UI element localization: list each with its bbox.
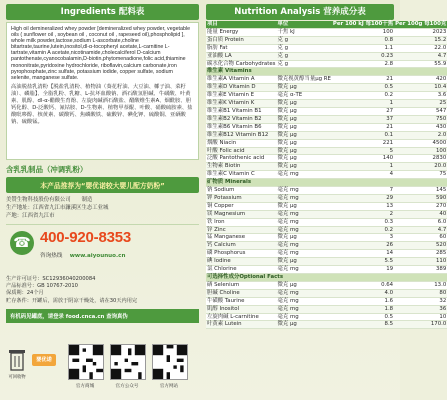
value-per-100g: 4500 bbox=[394, 139, 447, 147]
value-per-100kj: 2 bbox=[332, 210, 394, 218]
value-per-100g: 4.7 bbox=[394, 226, 447, 234]
nutrition-title: Nutrition Analysis 营养成分表 bbox=[206, 4, 394, 20]
nutrient-unit: 微克 μg bbox=[276, 139, 331, 147]
nutrient-name: 铁 Iron bbox=[206, 218, 276, 226]
nutrition-section-row bbox=[206, 274, 447, 282]
table-row bbox=[206, 218, 447, 226]
nutrient-unit: 微克 μg bbox=[276, 123, 331, 131]
nutrient-unit: 微克 μg bbox=[276, 155, 331, 163]
nutrient-name: 维生素B2 Vitamin B2 bbox=[206, 115, 276, 123]
value-per-100kj: 5 bbox=[332, 147, 394, 155]
nutrient-name: 硒 Selenium bbox=[206, 281, 276, 289]
nutrient-unit: 毫克 mg bbox=[276, 210, 331, 218]
value-per-100g: 270 bbox=[394, 202, 447, 210]
value-per-100g: 22.0 bbox=[394, 44, 447, 52]
value-per-100kj: 0.64 bbox=[332, 281, 394, 289]
value-per-100g: 547 bbox=[394, 107, 447, 115]
value-per-100g: 110 bbox=[394, 258, 447, 266]
header-unit: 单位 bbox=[276, 21, 331, 28]
nutrient-name: 维生素D Vitamin D bbox=[206, 84, 276, 92]
value-per-100kj: 1 bbox=[332, 100, 394, 108]
nutrient-name: 维生素B1 Vitamin B1 bbox=[206, 107, 276, 115]
nutrient-name: 维生素K Vitamin K bbox=[206, 100, 276, 108]
spec-line: 生产许可证号：SC12936040200084 bbox=[6, 276, 96, 282]
hotline-web-row bbox=[40, 251, 125, 259]
nutrient-unit: 微克视黄醇当量μg RE bbox=[277, 76, 331, 83]
nutrient-unit: 微克 μg bbox=[276, 107, 331, 115]
table-row bbox=[206, 202, 447, 210]
manufacturer-line: 生产地址：江西省九江市濂溪区生态工业城 bbox=[6, 205, 109, 211]
nutrient-name: 叶黄素 Lutein bbox=[206, 321, 276, 329]
value-per-100g: 40 bbox=[394, 210, 447, 218]
qr-label: 官方商城 bbox=[75, 384, 95, 389]
nutrient-unit: 微克 μg bbox=[276, 258, 331, 266]
value-per-100kj: 19 bbox=[332, 266, 394, 274]
table-row bbox=[206, 234, 447, 242]
nutrient-name: 钾 Potassium bbox=[206, 194, 276, 202]
value-per-100g: 145 bbox=[394, 187, 447, 195]
value-per-100kj: 27 bbox=[332, 107, 394, 115]
nutrient-name: 能量 Energy bbox=[206, 28, 276, 36]
value-per-100g: 10 bbox=[394, 313, 447, 321]
value-per-100kj: 4 bbox=[332, 171, 394, 179]
value-per-100kj: 5.5 bbox=[332, 258, 394, 266]
nutrient-unit: 毫克 mg bbox=[276, 242, 331, 250]
nutrient-name: 维生素C Vitamin C bbox=[206, 171, 276, 179]
nutrient-unit: 毫克 mg bbox=[276, 266, 331, 274]
table-row bbox=[206, 107, 447, 115]
value-per-100g: 10.4 bbox=[394, 84, 447, 92]
nutrient-unit: 微克 μg bbox=[276, 115, 331, 123]
qr-label: 官方网站 bbox=[159, 384, 179, 389]
value-per-100kj: 0.2 bbox=[332, 226, 394, 234]
value-per-100g: 520 bbox=[394, 242, 447, 250]
table-row bbox=[206, 258, 447, 266]
value-per-100kj: 4.0 bbox=[332, 289, 394, 297]
nutrition-header-row bbox=[206, 21, 447, 28]
nutrient-unit: 毫克 mg bbox=[276, 250, 331, 258]
product-specs bbox=[6, 276, 199, 305]
table-row bbox=[206, 28, 447, 36]
product-slogan: 本产品推荐为“婴优诺较大婴儿配方奶粉” bbox=[6, 177, 199, 193]
nutrient-name: 脂肪 Fat bbox=[206, 44, 276, 52]
nutrient-unit: 微克 μg bbox=[276, 202, 331, 210]
table-row bbox=[206, 92, 447, 100]
nutrient-name: 生物素 Biotin bbox=[206, 163, 276, 171]
nutrient-name: 磷 Phosphorus bbox=[206, 250, 276, 258]
nutrient-name: 泛酸 Pantothenic acid bbox=[206, 155, 276, 163]
value-per-100g: 80 bbox=[394, 289, 447, 297]
nutrient-unit: 毫克 mg bbox=[276, 313, 331, 321]
table-row bbox=[206, 155, 447, 163]
value-per-100kj: 0.5 bbox=[332, 84, 394, 92]
spec-line: 产品标准号：GB 10767-2010 bbox=[6, 283, 78, 290]
table-row bbox=[206, 76, 447, 84]
nutrition-section-row bbox=[206, 68, 447, 76]
table-row bbox=[206, 194, 447, 202]
ingredients-box bbox=[6, 22, 199, 160]
nutrition-table bbox=[206, 21, 447, 329]
value-per-100kj: 0.8 bbox=[332, 36, 394, 44]
nutrient-unit: 毫克 mg bbox=[276, 305, 331, 313]
manufacturer-line: 产地：江西省九江市 bbox=[6, 213, 55, 219]
nutrient-name: 肌醇 Inositol bbox=[206, 305, 276, 313]
nutrient-name: 维生素A Vitamin A bbox=[206, 76, 276, 84]
value-per-100g: 100 bbox=[394, 147, 447, 155]
spec-line: 贮存条件：开罐后，需放于阴凉干燥处，请在30天内用完 bbox=[6, 297, 138, 304]
nutrient-name: 钠 Sodium bbox=[206, 187, 276, 195]
value-per-100kj: 0.23 bbox=[332, 52, 394, 60]
nutrient-name: 锌 Zinc bbox=[206, 226, 276, 234]
table-row bbox=[206, 250, 447, 258]
nutrient-unit: 毫克 α-TE bbox=[276, 92, 331, 100]
nutrient-unit: 克 g bbox=[276, 36, 331, 44]
table-row bbox=[206, 100, 447, 108]
value-per-100g: 420 bbox=[394, 76, 447, 84]
table-row bbox=[206, 84, 447, 92]
table-row bbox=[206, 289, 447, 297]
value-per-100g: 285 bbox=[394, 250, 447, 258]
value-per-100g: 20.0 bbox=[394, 163, 447, 171]
website-link[interactable]: www.aiyounuo.cn bbox=[69, 253, 126, 259]
hotline-label: 咨询热线 bbox=[40, 253, 63, 259]
value-per-100kj: 29 bbox=[332, 194, 394, 202]
value-per-100g: 2.0 bbox=[394, 131, 447, 139]
nutrient-unit: 毫克 mg bbox=[276, 218, 331, 226]
section-label: 维生素 Vitamins bbox=[206, 68, 447, 76]
nutrient-name: 铜 Copper bbox=[206, 202, 276, 210]
nutrient-unit: 千焦 kJ bbox=[276, 28, 331, 36]
value-per-100kj: 1.1 bbox=[332, 44, 394, 52]
value-per-100g: 4.7 bbox=[394, 52, 447, 60]
spec-line: 保质期：24个月 bbox=[6, 290, 44, 297]
ingredients-panel bbox=[6, 4, 199, 396]
nutrition-table-body bbox=[206, 28, 447, 328]
table-row bbox=[206, 242, 447, 250]
table-row bbox=[206, 321, 447, 329]
value-per-100g: 2023 bbox=[394, 28, 447, 36]
nutrient-name: 氯 Chlorine bbox=[206, 266, 276, 274]
nutrient-name: 锰 Manganese bbox=[206, 234, 276, 242]
value-per-100g: 32 bbox=[394, 297, 447, 305]
table-row bbox=[206, 36, 447, 44]
nutrient-unit: 克 g bbox=[276, 52, 331, 60]
hotline-section bbox=[6, 224, 199, 274]
phone-icon: ☎ bbox=[10, 231, 34, 255]
value-per-100g: 75 bbox=[394, 171, 447, 179]
value-per-100g: 36 bbox=[394, 305, 447, 313]
table-row bbox=[206, 123, 447, 131]
nutrient-unit: 毫克 mg bbox=[276, 194, 331, 202]
brand-logo: 婴优诺 bbox=[32, 354, 56, 366]
authenticity-notice: 有机码见罐底，请登录 food.cnca.cn 查询真伪 bbox=[6, 309, 199, 323]
nutrient-name: 蛋白质 Protein bbox=[206, 36, 276, 44]
nutrient-name: 镁 Magnesium bbox=[206, 210, 276, 218]
nutrient-name: 钙 Calcium bbox=[206, 242, 276, 250]
nutrition-panel bbox=[206, 4, 447, 396]
nutrient-name: 左旋肉碱 L-carnitine bbox=[206, 313, 276, 321]
table-row bbox=[206, 305, 447, 313]
value-per-100kj: 1.6 bbox=[332, 297, 394, 305]
table-row bbox=[206, 52, 447, 60]
value-per-100kj: 7 bbox=[332, 187, 394, 195]
nutrient-unit: 克 g bbox=[276, 44, 331, 52]
table-row bbox=[206, 139, 447, 147]
nutrient-unit: 微克 μg bbox=[276, 234, 331, 242]
nutrient-unit: 微克 μg bbox=[276, 321, 331, 329]
value-per-100kj: 0.3 bbox=[332, 218, 394, 226]
value-per-100g: 170.0 bbox=[394, 321, 447, 329]
value-per-100g: 750 bbox=[394, 115, 447, 123]
value-per-100kj: 0.1 bbox=[332, 131, 394, 139]
value-per-100kj: 2.8 bbox=[332, 60, 394, 68]
nutrient-unit: 微克 μg bbox=[276, 163, 331, 171]
product-name: 含乳乳制品（冲调乳粉） bbox=[6, 165, 88, 174]
nutrient-unit: 毫克 mg bbox=[276, 226, 331, 234]
ingredients-english: High oil demineralized whey powder [demineralized whey powder, vegetable oils ( sunflower oil , soybean oil , coconut oil , rapeseed oil),phospholipid ], whole milk powder,lactose,sodium L-ascorbate,choline bitartrate,taurine,lutein,inositol,dl-α-tocopheryl acetate,L-carnitine L-tartrate,vitamin A acetate,nicotinamide,cholecalciferol D-calcium pantothenate,cyanocobalamin,D-biotin,phytomenadione,folic acid,thiamine mononitrate,pyridoxine hydrochloride, riboflavin,calcium carbonate,iron pyrophosphate,zinc sulfate, potassium iodide, copper sulfate, sodium selenite, manganese sulfate. bbox=[11, 26, 191, 81]
value-per-100kj: 0.2 bbox=[332, 92, 394, 100]
qr-code-icon[interactable] bbox=[68, 344, 104, 380]
value-per-100kj: 100 bbox=[332, 28, 394, 36]
value-per-100kj: 1.8 bbox=[332, 305, 394, 313]
value-per-100kj: 14 bbox=[332, 250, 394, 258]
value-per-100kj: 1 bbox=[332, 163, 394, 171]
nutrient-name: 碳水化合物 Carbohydrates bbox=[207, 60, 276, 67]
value-per-100kj: 0.5 bbox=[332, 313, 394, 321]
table-row bbox=[206, 187, 447, 195]
value-per-100g: 55.9 bbox=[394, 60, 447, 68]
value-per-100g: 60 bbox=[394, 234, 447, 242]
value-per-100kj: 37 bbox=[332, 115, 394, 123]
nutrition-section-row bbox=[206, 179, 447, 187]
header-per-100g: Per 100g 每100克 bbox=[395, 21, 447, 27]
manufacturer-info bbox=[6, 196, 199, 220]
nutrient-unit: 毫克 mg bbox=[276, 297, 331, 305]
nutrient-name: 亚油酸 LA bbox=[206, 52, 276, 60]
table-row bbox=[206, 210, 447, 218]
value-per-100g: 389 bbox=[394, 266, 447, 274]
value-per-100g: 3.6 bbox=[394, 92, 447, 100]
nutrient-name: 叶酸 Folic acid bbox=[206, 147, 276, 155]
value-per-100kj: 21 bbox=[332, 123, 394, 131]
qr-code-icon[interactable] bbox=[110, 344, 146, 380]
manufacturer-line: 美赞生物科技股份有限公司 制造 bbox=[6, 197, 93, 203]
nutrient-name: 维生素B6 Vitamin B6 bbox=[206, 123, 276, 131]
table-row bbox=[206, 297, 447, 305]
value-per-100g: 13.0 bbox=[394, 281, 447, 289]
nutrient-unit: 微克 μg bbox=[276, 131, 331, 139]
table-row bbox=[206, 115, 447, 123]
table-row bbox=[206, 131, 447, 139]
value-per-100kj: 140 bbox=[332, 155, 394, 163]
value-per-100g: 590 bbox=[394, 194, 447, 202]
nutrient-unit: 微克 μg bbox=[276, 147, 331, 155]
nutrient-name: 维生素E Vitamin E bbox=[206, 92, 276, 100]
table-row bbox=[206, 313, 447, 321]
value-per-100kj: 3 bbox=[332, 234, 394, 242]
table-row bbox=[206, 147, 447, 155]
qr-label: 官方公众号 bbox=[115, 384, 139, 389]
table-row bbox=[206, 281, 447, 289]
table-row bbox=[206, 163, 447, 171]
value-per-100kj: 13 bbox=[332, 202, 394, 210]
value-per-100g: 2830 bbox=[394, 155, 447, 163]
value-per-100g: 430 bbox=[394, 123, 447, 131]
nutrient-unit: 毫克 mg bbox=[276, 289, 331, 297]
qr-code-icon[interactable] bbox=[152, 344, 188, 380]
ingredients-chinese: 高油脱盐乳清粉【脱盐乳清粉、植物油（葵花籽油、大豆油、椰子油、菜籽油）、磷脂】、全脂乳粉、乳糖、L-抗坏血酸钠、酒石酸氢胆碱、牛磺酸、叶黄素、肌醇、dl-α-醋酸生育酚、左旋肉碱酒石酸盐、醋酸维生素A、烟酰胺、胆钙化醇、D-泛酸钙、氰钴胺、D-生物素、植物甲萘醌、叶酸、硝酸硫胺素、盐酸吡哆醇、核黄素、碳酸钙、焦磷酸铁、硫酸锌、碘化钾、硫酸铜、亚硒酸钠、硫酸锰。 bbox=[11, 83, 193, 125]
nutrient-name: 维生素B12 Vitamin B12 bbox=[206, 131, 276, 139]
table-row bbox=[206, 44, 447, 52]
table-row bbox=[206, 60, 447, 68]
table-row bbox=[206, 171, 447, 179]
nutrient-unit: 微克 μg bbox=[276, 100, 331, 108]
value-per-100g: 15.2 bbox=[394, 36, 447, 44]
nutrient-name: 牛磺酸 Taurine bbox=[206, 297, 276, 305]
hotline-number[interactable]: 400-920-8353 bbox=[40, 229, 132, 246]
nutrient-name: 烟酸 Niacin bbox=[206, 139, 276, 147]
nutrient-unit: 毫克 mg bbox=[276, 187, 331, 195]
value-per-100kj: 26 bbox=[332, 242, 394, 250]
value-per-100kj: 221 bbox=[332, 139, 394, 147]
section-label: 矿物质 Minerals bbox=[206, 179, 447, 187]
value-per-100g: 25 bbox=[394, 100, 447, 108]
value-per-100g: 6.0 bbox=[394, 218, 447, 226]
header-item: 项目 bbox=[206, 21, 276, 28]
recycle-bin-icon bbox=[8, 348, 26, 372]
nutrient-unit: 微克 μg bbox=[276, 281, 331, 289]
nutrient-name: 碘 Iodine bbox=[206, 258, 276, 266]
nutrient-unit: 克 g bbox=[276, 60, 331, 68]
value-per-100kj: 21 bbox=[332, 76, 394, 84]
nutrient-name: 胆碱 Choline bbox=[206, 289, 276, 297]
table-row bbox=[206, 266, 447, 274]
table-row bbox=[206, 226, 447, 234]
value-per-100kj: 8.5 bbox=[332, 321, 394, 329]
ingredients-title: Ingredients 配料表 bbox=[6, 4, 199, 20]
header-per-kj: Per 100 kJ 每100千焦 bbox=[332, 21, 394, 27]
footer-row bbox=[6, 340, 199, 396]
nutrient-unit: 毫克 mg bbox=[276, 171, 331, 179]
recycle-label: 可回收物 bbox=[8, 375, 26, 380]
section-label: 可选择性成分Optional Facts bbox=[206, 274, 447, 282]
nutrient-unit: 微克 μg bbox=[276, 84, 331, 92]
